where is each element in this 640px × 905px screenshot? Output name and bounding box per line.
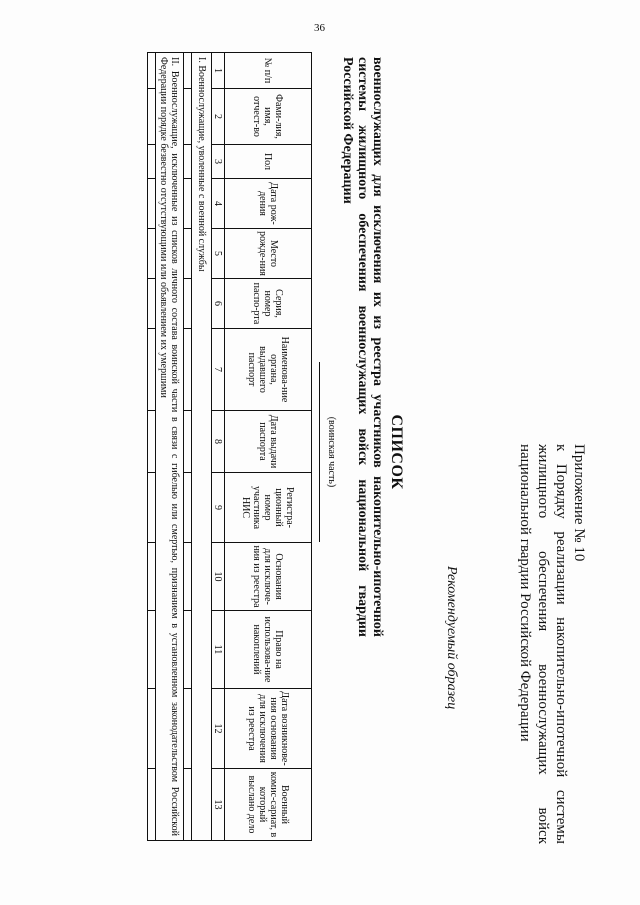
section-title: I. Военнослужащие, уволенные с военной службы [192, 53, 212, 841]
column-number: 8 [212, 411, 225, 473]
table-cell [148, 53, 156, 89]
table-cell [148, 329, 156, 411]
column-number: 2 [212, 89, 225, 145]
table-cell [184, 543, 192, 611]
appendix-header [516, 444, 588, 844]
table-cell [184, 279, 192, 329]
column-header: Наименова-ние органа, выдавшего паспорт [225, 329, 312, 411]
column-header: Регистра-ционный номер участника НИС [225, 473, 312, 543]
column-header: Место рожде-ния [225, 229, 312, 279]
document-title: СПИСОК [388, 414, 405, 490]
table-cell [184, 329, 192, 411]
column-header: Военный комис-сариат, в который выслано дело [225, 769, 312, 841]
column-number: 1 [212, 53, 225, 89]
section-title: II. Военнослужащие, исключенные из списков личного состава воинской части в связи с гибелью или смертью, признанием в установленном законодательством Российской Федерации порядке безвестно отсутствующими или объявлением их умершими [156, 53, 184, 841]
column-header: Фами-лия, имя, отчест-во [225, 89, 312, 145]
table-cell [148, 543, 156, 611]
register-table [147, 52, 312, 841]
table-cell [184, 611, 192, 689]
table-cell [184, 145, 192, 179]
table-cell [148, 611, 156, 689]
column-number: 4 [212, 179, 225, 229]
table-cell [148, 689, 156, 769]
table-cell [148, 473, 156, 543]
column-header: Дата рож-дения [225, 179, 312, 229]
column-header: Серия, номер паспо-рта [225, 279, 312, 329]
table-cell [184, 411, 192, 473]
section-row [192, 53, 212, 841]
table-cell [148, 145, 156, 179]
table-cell [148, 229, 156, 279]
appendix-text: к Порядку реализации накопительно-ипотечной системы жилищного обеспечения военнослужащих войск национальной гвардии Российской Федерации [517, 444, 569, 844]
column-number: 5 [212, 229, 225, 279]
section-row [156, 53, 184, 841]
table-header-row [225, 53, 312, 841]
column-number: 7 [212, 329, 225, 411]
recommended-sample-label: Рекомендуемый образец [444, 566, 459, 710]
column-header: Право на использова-ние накоплений [225, 611, 312, 689]
appendix-number: Приложение № 10 [571, 444, 587, 562]
table-cell [184, 689, 192, 769]
column-number: 11 [212, 611, 225, 689]
table-cell [184, 229, 192, 279]
table-cell [148, 279, 156, 329]
page-number: 36 [314, 22, 325, 34]
rotated-content [50, 52, 590, 852]
table-cell [148, 769, 156, 841]
column-header: Дата выдачи паспорта [225, 411, 312, 473]
column-number: 10 [212, 543, 225, 611]
table-cell [148, 179, 156, 229]
table-cell [184, 53, 192, 89]
military-unit-label: (воинская часть) [326, 416, 337, 488]
document-subtitle: военнослужащих для исключения их из реестра участников накопительно-ипотечной системы жилищного обеспечения военнослужащих войск национальной гвардии Российской Федерации [340, 57, 385, 637]
column-header: Дата возникнове-ния основания для исключения из реестра [225, 689, 312, 769]
column-header: № п/п [225, 53, 312, 89]
table-row [184, 53, 192, 841]
column-number-row [212, 53, 225, 841]
column-header: Пол [225, 145, 312, 179]
column-number: 12 [212, 689, 225, 769]
table-cell [148, 89, 156, 145]
table-cell [148, 411, 156, 473]
table-cell [184, 769, 192, 841]
column-number: 3 [212, 145, 225, 179]
column-number: 6 [212, 279, 225, 329]
table-cell [184, 89, 192, 145]
column-header: Основания для исключе-ния из реестра [225, 543, 312, 611]
column-number: 9 [212, 473, 225, 543]
military-unit-line [319, 362, 320, 542]
column-number: 13 [212, 769, 225, 841]
table-row [148, 53, 156, 841]
table-cell [184, 473, 192, 543]
table-cell [184, 179, 192, 229]
